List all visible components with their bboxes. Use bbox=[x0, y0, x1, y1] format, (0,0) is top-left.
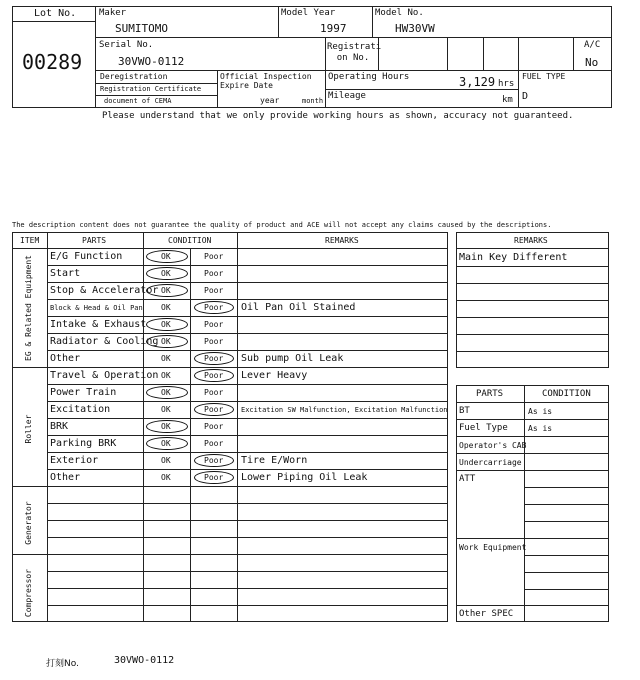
model-no-label: Model No. bbox=[375, 8, 424, 18]
ok-selected-circle bbox=[146, 318, 188, 331]
part-name: Other bbox=[50, 353, 81, 364]
ok-option: OK bbox=[161, 354, 171, 363]
att-label: ATT bbox=[459, 474, 476, 484]
ok-selected-circle bbox=[146, 267, 188, 280]
row-divider bbox=[47, 265, 448, 266]
serial-value: 30VWO-0112 bbox=[118, 55, 185, 68]
fuel-type-label: FUEL TYPE bbox=[522, 72, 566, 81]
remark-text: Lever Heavy bbox=[241, 370, 308, 381]
fuel-type-condition: As is bbox=[528, 424, 553, 433]
remark-text: Sub pump Oil Leak bbox=[241, 353, 344, 364]
footer-label: 打刻No. bbox=[46, 659, 79, 669]
lot-no: 00289 bbox=[22, 50, 83, 74]
ok-selected-circle bbox=[146, 386, 188, 399]
serial-label: Serial No. bbox=[99, 40, 154, 50]
row-divider bbox=[47, 537, 448, 538]
ok-option: OK bbox=[161, 422, 171, 431]
row-divider bbox=[12, 554, 448, 555]
ok-option: OK bbox=[161, 337, 171, 346]
model-year-value: 1997 bbox=[320, 22, 347, 35]
ac-value: No bbox=[585, 56, 599, 69]
cema-document-label: document of CEMA bbox=[104, 97, 172, 105]
operators-cab-label: Operator's CAB bbox=[459, 441, 527, 450]
ac-label: A/C bbox=[584, 40, 601, 50]
part-name: Excitation bbox=[50, 404, 111, 415]
col-parts-header: PARTS bbox=[82, 236, 107, 245]
row-divider bbox=[47, 520, 448, 521]
part-name: BRK bbox=[50, 421, 69, 432]
part-name: E/G Function bbox=[50, 251, 123, 262]
poor-selected-circle bbox=[194, 471, 234, 484]
hours-note: Please understand that we only provide working hours as shown, accuracy not guaranteed. bbox=[102, 111, 574, 121]
col-condition-header: CONDITION bbox=[168, 236, 212, 245]
part-name: Parking BRK bbox=[50, 438, 117, 449]
bt-label: BT bbox=[459, 406, 470, 416]
hours-label: Operating Hours bbox=[328, 72, 410, 82]
row-divider bbox=[47, 350, 448, 351]
month-label: month bbox=[302, 97, 324, 105]
col-remarks-header: REMARKS bbox=[325, 236, 359, 245]
maker-label: Maker bbox=[99, 8, 127, 18]
row-divider bbox=[47, 418, 448, 419]
part-name: Intake & Exhaust bbox=[50, 319, 147, 330]
registration-label: Registrati on No. bbox=[327, 42, 382, 63]
row-divider bbox=[47, 452, 448, 453]
ok-option: OK bbox=[161, 269, 171, 278]
right-condition-header: CONDITION bbox=[542, 389, 591, 399]
fuel-type-value: D bbox=[522, 91, 529, 102]
maker-value: SUMITOMO bbox=[115, 22, 168, 35]
part-name: Stop & Accelerator bbox=[50, 285, 159, 296]
ok-option: OK bbox=[161, 286, 171, 295]
poor-selected-circle bbox=[194, 301, 234, 314]
row-divider bbox=[47, 333, 448, 334]
row-divider bbox=[47, 469, 448, 470]
part-name: Other bbox=[50, 472, 81, 483]
poor-option: Poor bbox=[204, 439, 224, 448]
poor-option: Poor bbox=[204, 456, 224, 465]
part-name: Exterior bbox=[50, 455, 99, 466]
group-generator-label: Generator bbox=[24, 501, 33, 545]
remark-text: Lower Piping Oil Leak bbox=[241, 472, 368, 483]
fuel-type-part: Fuel Type bbox=[459, 423, 508, 433]
poor-option: Poor bbox=[204, 252, 224, 261]
right-remarks-header: REMARKS bbox=[514, 236, 548, 245]
row-divider bbox=[47, 316, 448, 317]
poor-selected-circle bbox=[194, 403, 234, 416]
hours-value: 3,129 bbox=[459, 75, 496, 89]
row-divider bbox=[12, 486, 448, 487]
row-divider bbox=[47, 571, 448, 572]
ok-option: OK bbox=[161, 320, 171, 329]
part-name: Power Train bbox=[50, 387, 117, 398]
remark-text: Oil Pan Oil Stained bbox=[241, 302, 356, 313]
poor-option: Poor bbox=[204, 473, 224, 482]
ok-selected-circle bbox=[146, 335, 188, 348]
ok-option: OK bbox=[161, 405, 171, 414]
row-divider bbox=[12, 367, 448, 368]
part-name: Radiator & Cooling bbox=[50, 336, 159, 347]
ok-option: OK bbox=[161, 303, 171, 312]
poor-option: Poor bbox=[204, 422, 224, 431]
other-spec-label: Other SPEC bbox=[459, 609, 514, 619]
col-item-header: ITEM bbox=[20, 236, 40, 245]
registration-certificate-label: Registration Certificate bbox=[100, 85, 202, 93]
km-unit: km bbox=[502, 95, 513, 105]
row-divider bbox=[47, 401, 448, 402]
row-divider bbox=[47, 282, 448, 283]
mileage-label: Mileage bbox=[328, 91, 366, 101]
poor-option: Poor bbox=[204, 286, 224, 295]
row-divider bbox=[47, 435, 448, 436]
group-compressor-label: Compressor bbox=[24, 568, 33, 618]
ok-selected-circle bbox=[146, 420, 188, 433]
row-divider bbox=[47, 503, 448, 504]
right-parts-header: PARTS bbox=[476, 389, 504, 399]
main-key-remark: Main Key Different bbox=[459, 252, 568, 263]
disclaimer: The description content does not guarantee the quality of product and ACE will not accept any claims caused by the descriptions. bbox=[12, 221, 552, 229]
model-year-label: Model Year bbox=[281, 8, 336, 18]
row-divider bbox=[47, 605, 448, 606]
poor-option: Poor bbox=[204, 320, 224, 329]
row-divider bbox=[47, 299, 448, 300]
hrs-unit: hrs bbox=[498, 79, 515, 89]
ok-option: OK bbox=[161, 456, 171, 465]
part-name: Travel & Operation bbox=[50, 370, 159, 381]
work-equipment-label: Work Equipment bbox=[459, 543, 527, 552]
ok-option: OK bbox=[161, 473, 171, 482]
footer-value: 30VWO-0112 bbox=[114, 655, 175, 666]
ok-selected-circle bbox=[146, 437, 188, 450]
poor-selected-circle bbox=[194, 369, 234, 382]
poor-option: Poor bbox=[204, 269, 224, 278]
bt-condition: As is bbox=[528, 407, 553, 416]
ok-option: OK bbox=[161, 388, 171, 397]
part-name: Start bbox=[50, 268, 81, 279]
poor-option: Poor bbox=[204, 371, 224, 380]
poor-option: Poor bbox=[204, 354, 224, 363]
group-eg-label: EG & Related Equipment bbox=[24, 255, 33, 361]
poor-selected-circle bbox=[194, 454, 234, 467]
row-divider bbox=[47, 588, 448, 589]
remark-text: Excitation SW Malfunction, Excitation Malfunction bbox=[241, 406, 448, 414]
ok-selected-circle bbox=[146, 250, 188, 263]
remark-text: Tire E/Worn bbox=[241, 455, 308, 466]
group-roller-label: Roller bbox=[24, 414, 33, 444]
ok-option: OK bbox=[161, 371, 171, 380]
lot-no-label: Lot No. bbox=[34, 8, 77, 19]
model-no-value: HW30VW bbox=[395, 22, 435, 35]
poor-option: Poor bbox=[204, 337, 224, 346]
ok-option: OK bbox=[161, 252, 171, 261]
poor-option: Poor bbox=[204, 388, 224, 397]
poor-option: Poor bbox=[204, 303, 224, 312]
deregistration-label: Deregistration bbox=[100, 72, 168, 81]
ok-option: OK bbox=[161, 439, 171, 448]
poor-selected-circle bbox=[194, 352, 234, 365]
inspection-label: Official Inspection Expire Date bbox=[220, 72, 312, 90]
row-divider bbox=[47, 384, 448, 385]
year-label: year bbox=[260, 96, 280, 105]
part-name: Block & Head & Oil Pan bbox=[50, 304, 143, 312]
poor-option: Poor bbox=[204, 405, 224, 414]
undercarriage-label: Undercarriage bbox=[459, 458, 522, 467]
ok-selected-circle bbox=[146, 284, 188, 297]
